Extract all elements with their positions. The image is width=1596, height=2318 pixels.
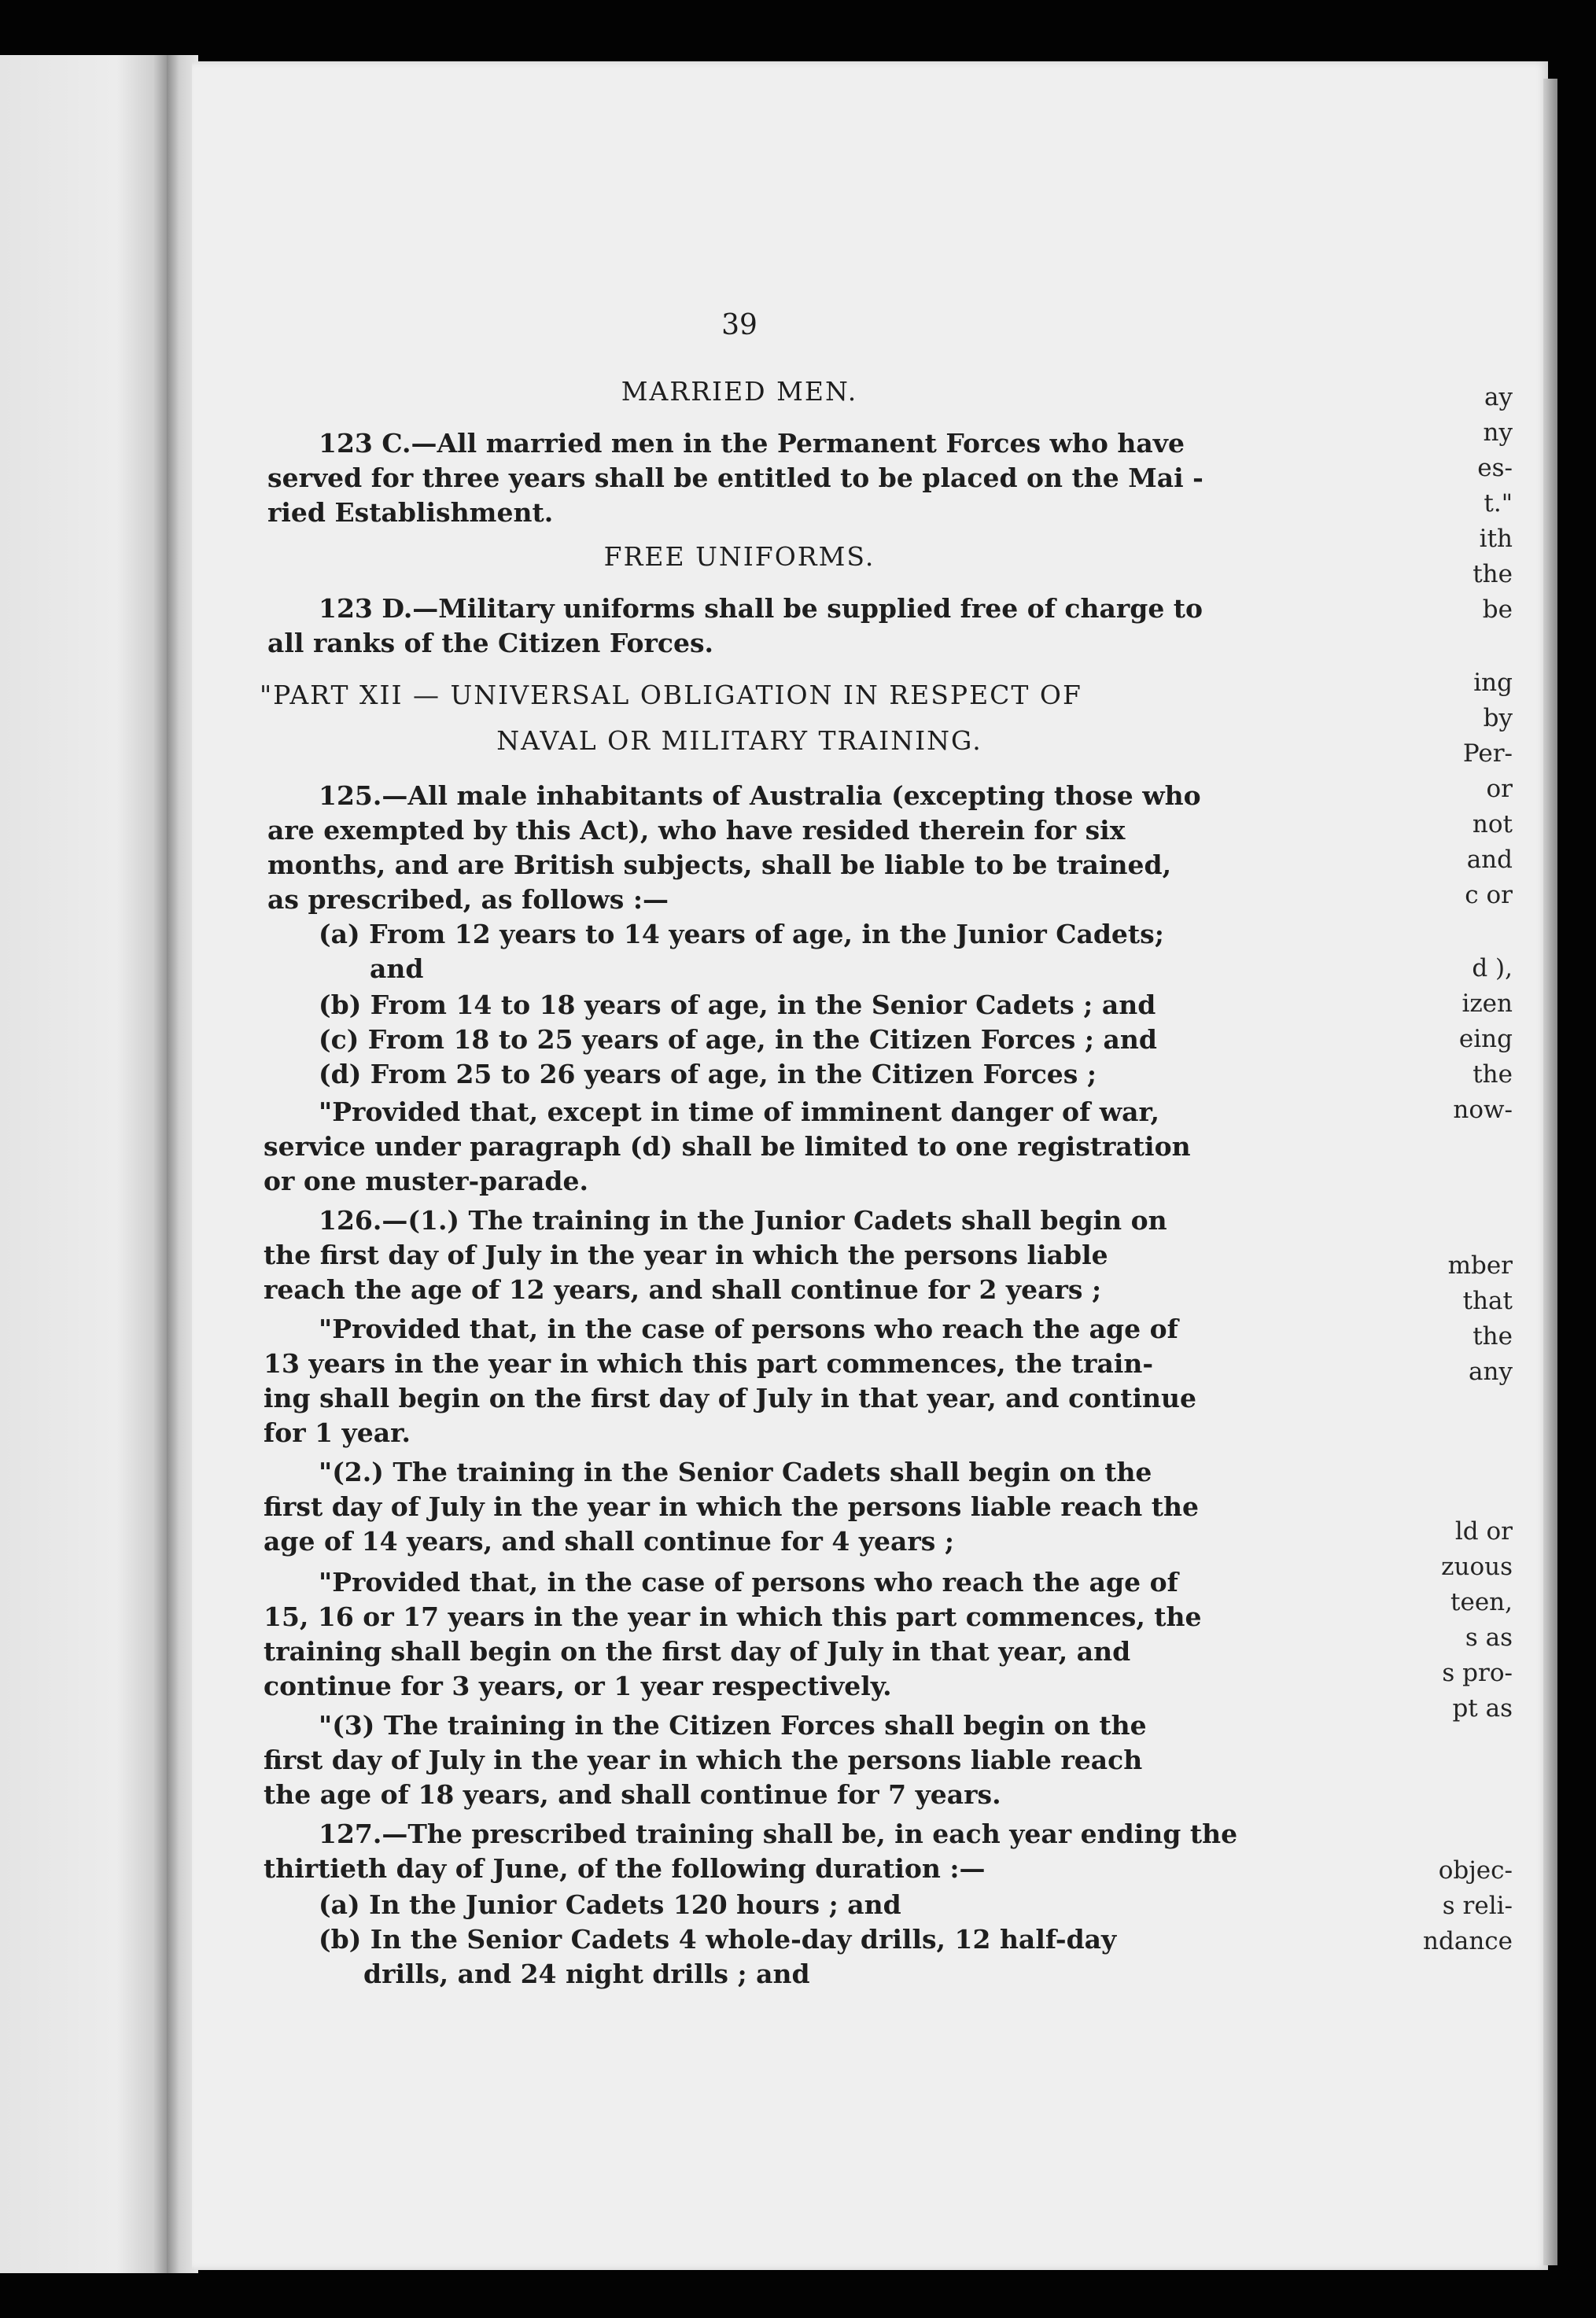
text-line: or one muster-parade. — [264, 1166, 588, 1196]
left-fragment: and — [1466, 846, 1513, 874]
text-line: and — [370, 953, 424, 984]
left-fragment: the — [1473, 1322, 1513, 1351]
text-line: "Provided that, in the case of persons who reach the age of — [319, 1314, 1178, 1344]
left-fragment: mber — [1447, 1251, 1513, 1280]
list-item: (c) From 18 to 25 years of age, in the Citizen Forces ; and — [319, 1024, 1157, 1055]
text-line: first day of July in the year in which the persons liable reach the — [264, 1491, 1199, 1522]
text-line: as prescribed, as follows :— — [267, 884, 669, 915]
text-line: for 1 year. — [264, 1417, 411, 1448]
text-line: 127.—The prescribed training shall be, in each year ending the — [319, 1819, 1238, 1849]
list-item: (b) From 14 to 18 years of age, in the Senior Cadets ; and — [319, 989, 1156, 1020]
left-fragment: t." — [1484, 489, 1513, 518]
part-heading: "PART XII — UNIVERSAL OBLIGATION IN RESPECT OF — [260, 680, 1082, 710]
text-line: are exempted by this Act), who have resided therein for six — [267, 815, 1126, 846]
left-fragment: that — [1462, 1287, 1513, 1315]
text-line: 123 C.—All married men in the Permanent Forces who have — [319, 428, 1185, 459]
text-line: training shall begin on the first day of July in that year, and — [264, 1636, 1131, 1667]
part-heading: NAVAL OR MILITARY TRAINING. — [496, 725, 982, 756]
left-fragment: now- — [1453, 1096, 1513, 1124]
list-item: (d) From 25 to 26 years of age, in the Citizen Forces ; — [319, 1059, 1097, 1089]
text-line: "(2.) The training in the Senior Cadets shall begin on the — [319, 1457, 1152, 1487]
left-fragment: s pro- — [1442, 1659, 1513, 1687]
text-line: reach the age of 12 years, and shall continue for 2 years ; — [264, 1274, 1102, 1305]
text-line: 126.—(1.) The training in the Junior Cadets shall begin on — [319, 1205, 1167, 1236]
text-line: thirtieth day of June, of the following duration :— — [264, 1853, 986, 1884]
left-fragment: be — [1482, 595, 1513, 624]
text-line: all ranks of the Citizen Forces. — [267, 628, 714, 658]
left-fragment: any — [1469, 1358, 1513, 1386]
left-fragment: not — [1472, 810, 1513, 838]
left-fragment: Per- — [1462, 739, 1513, 768]
left-fragment: eing — [1458, 1025, 1513, 1053]
left-fragment: es- — [1477, 454, 1513, 482]
text-line: the age of 18 years, and shall continue for 7 years. — [264, 1779, 1001, 1810]
left-fragment: pt as — [1452, 1694, 1513, 1723]
text-line: the first day of July in the year in which the persons liable — [264, 1240, 1108, 1270]
text-line: drills, and 24 night drills ; and — [363, 1959, 810, 1989]
text-line: served for three years shall be entitled to be placed on the Mai - — [267, 462, 1203, 493]
text-line: 125.—All male inhabitants of Australia (excepting those who — [319, 780, 1201, 811]
left-fragment: ld or — [1454, 1517, 1513, 1546]
left-fragment: or — [1486, 775, 1513, 803]
left-fragment: teen, — [1450, 1588, 1513, 1616]
left-fragment: ny — [1483, 418, 1513, 447]
text-line: 15, 16 or 17 years in the year in which this part commences, the — [264, 1601, 1202, 1632]
left-fragment: the — [1473, 560, 1513, 588]
section-heading: FREE UNIFORMS. — [603, 541, 875, 572]
text-line: months, and are British subjects, shall be liable to be trained, — [267, 849, 1172, 880]
left-fragment: s reli- — [1442, 1892, 1513, 1920]
left-fragment: izen — [1461, 989, 1513, 1018]
left-fragment: d ), — [1472, 954, 1513, 982]
list-item: (a) In the Junior Cadets 120 hours ; and — [319, 1889, 901, 1920]
list-item: (b) In the Senior Cadets 4 whole-day drills, 12 half-day — [319, 1924, 1117, 1955]
left-fragment: by — [1483, 704, 1513, 732]
text-line: age of 14 years, and shall continue for 4 years ; — [264, 1526, 955, 1557]
left-fragment: ay — [1484, 383, 1513, 411]
text-line: first day of July in the year in which the persons liable reach — [264, 1745, 1143, 1775]
text-line: service under paragraph (d) shall be limited to one registration — [264, 1131, 1191, 1162]
left-fragment: c or — [1465, 881, 1513, 909]
page-edge — [1543, 79, 1557, 2265]
left-fragment: ndance — [1423, 1927, 1513, 1955]
text-line: ried Establishment. — [267, 497, 554, 528]
left-fragment: objec- — [1438, 1856, 1513, 1885]
section-heading: MARRIED MEN. — [621, 376, 858, 407]
left-fragment: ith — [1479, 525, 1513, 553]
text-line: "Provided that, except in time of imminent danger of war, — [319, 1096, 1160, 1127]
left-fragment: s as — [1465, 1623, 1513, 1652]
page-number: 39 — [721, 309, 757, 341]
left-fragment: zuous — [1441, 1553, 1513, 1581]
left-fragment: ing — [1473, 669, 1513, 697]
facing-page — [0, 55, 167, 2273]
left-fragment: the — [1473, 1060, 1513, 1089]
text-line: ing shall begin on the first day of July in that year, and continue — [264, 1383, 1196, 1413]
text-line: continue for 3 years, or 1 year respectively. — [264, 1671, 892, 1701]
list-item: (a) From 12 years to 14 years of age, in the Junior Cadets; — [319, 919, 1164, 949]
text-line: 13 years in the year in which this part commences, the train- — [264, 1348, 1154, 1379]
text-line: "(3) The training in the Citizen Forces shall begin on the — [319, 1710, 1147, 1741]
text-line: 123 D.—Military uniforms shall be supplied free of charge to — [319, 593, 1203, 624]
text-line: "Provided that, in the case of persons who reach the age of — [319, 1567, 1178, 1598]
